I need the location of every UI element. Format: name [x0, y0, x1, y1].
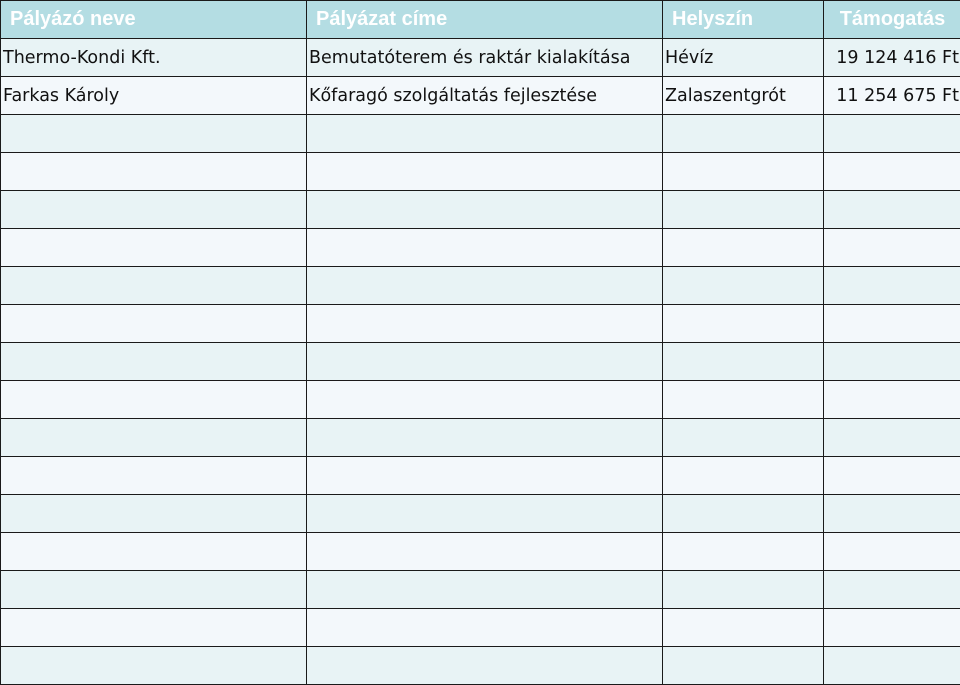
- cell-grant-title: [307, 115, 663, 153]
- cell-location: [663, 381, 824, 419]
- cell-location: [663, 457, 824, 495]
- cell-support-amount: [824, 647, 960, 685]
- header-row: [1, 1, 960, 39]
- cell-support-amount: [824, 533, 960, 571]
- cell-applicant-name: [1, 419, 307, 457]
- cell-grant-title: [307, 381, 663, 419]
- cell-grant-title: [307, 343, 663, 381]
- cell-grant-title: [307, 191, 663, 229]
- table-row: [1, 381, 960, 419]
- cell-grant-title: [307, 647, 663, 685]
- table-row: [1, 495, 960, 533]
- cell-grant-title: [307, 495, 663, 533]
- cell-grant-title: [307, 153, 663, 191]
- cell-grant-title: Kőfaragó szolgáltatás fejlesztése: [307, 77, 663, 115]
- cell-grant-title: [307, 267, 663, 305]
- cell-applicant-name: [1, 381, 307, 419]
- cell-applicant-name: [1, 229, 307, 267]
- cell-location: [663, 533, 824, 571]
- cell-applicant-name: [1, 191, 307, 229]
- table-row: [1, 153, 960, 191]
- table-row: [1, 419, 960, 457]
- cell-location: [663, 153, 824, 191]
- cell-grant-title: [307, 609, 663, 647]
- table-row: [1, 267, 960, 305]
- cell-applicant-name: [1, 115, 307, 153]
- cell-applicant-name: [1, 647, 307, 685]
- cell-support-amount: [824, 457, 960, 495]
- cell-location: [663, 305, 824, 343]
- cell-applicant-name: Thermo-Kondi Kft.: [1, 39, 307, 77]
- cell-grant-title: Bemutatóterem és raktár kialakítása: [307, 39, 663, 77]
- table-row: [1, 571, 960, 609]
- cell-applicant-name: [1, 533, 307, 571]
- cell-location: [663, 115, 824, 153]
- table-row: [1, 115, 960, 153]
- cell-applicant-name: [1, 609, 307, 647]
- cell-grant-title: [307, 571, 663, 609]
- cell-location: [663, 609, 824, 647]
- cell-support-amount: [824, 305, 960, 343]
- table-row: [1, 229, 960, 267]
- cell-support-amount: [824, 115, 960, 153]
- cell-support-amount: [824, 419, 960, 457]
- table-body: [1, 39, 960, 685]
- cell-location: [663, 267, 824, 305]
- cell-location: Zalaszentgrót: [663, 77, 824, 115]
- cell-support-amount: [824, 495, 960, 533]
- cell-applicant-name: [1, 571, 307, 609]
- cell-location: [663, 229, 824, 267]
- cell-location: [663, 419, 824, 457]
- table-row: [1, 533, 960, 571]
- cell-location: [663, 571, 824, 609]
- table-row: [1, 647, 960, 685]
- table-row: [1, 305, 960, 343]
- cell-applicant-name: [1, 457, 307, 495]
- cell-applicant-name: [1, 153, 307, 191]
- cell-location: [663, 495, 824, 533]
- cell-grant-title: [307, 305, 663, 343]
- table-row: [1, 457, 960, 495]
- cell-location: [663, 191, 824, 229]
- cell-location: [663, 343, 824, 381]
- cell-support-amount: [824, 229, 960, 267]
- cell-grant-title: [307, 457, 663, 495]
- cell-support-amount: [824, 343, 960, 381]
- cell-support-amount: [824, 571, 960, 609]
- cell-support-amount: [824, 267, 960, 305]
- table-row: [1, 609, 960, 647]
- cell-support-amount: 19 124 416 Ft: [824, 39, 960, 77]
- table-row: [1, 343, 960, 381]
- cell-location: [663, 647, 824, 685]
- header-applicant-name: Pályázó neve: [1, 1, 307, 39]
- cell-location: Hévíz: [663, 39, 824, 77]
- cell-applicant-name: [1, 495, 307, 533]
- table-row: [1, 77, 960, 115]
- table-row: [1, 191, 960, 229]
- table-row: [1, 39, 960, 77]
- cell-applicant-name: Farkas Károly: [1, 77, 307, 115]
- cell-support-amount: [824, 381, 960, 419]
- header-grant-title: Pályázat címe: [307, 1, 663, 39]
- cell-grant-title: [307, 419, 663, 457]
- header-support-amount: Támogatás: [824, 1, 960, 39]
- cell-support-amount: 11 254 675 Ft: [824, 77, 960, 115]
- cell-support-amount: [824, 609, 960, 647]
- cell-grant-title: [307, 229, 663, 267]
- cell-support-amount: [824, 191, 960, 229]
- cell-support-amount: [824, 153, 960, 191]
- cell-applicant-name: [1, 305, 307, 343]
- cell-applicant-name: [1, 343, 307, 381]
- header-location: Helyszín: [663, 1, 824, 39]
- table-header: [1, 1, 960, 39]
- cell-applicant-name: [1, 267, 307, 305]
- cell-grant-title: [307, 533, 663, 571]
